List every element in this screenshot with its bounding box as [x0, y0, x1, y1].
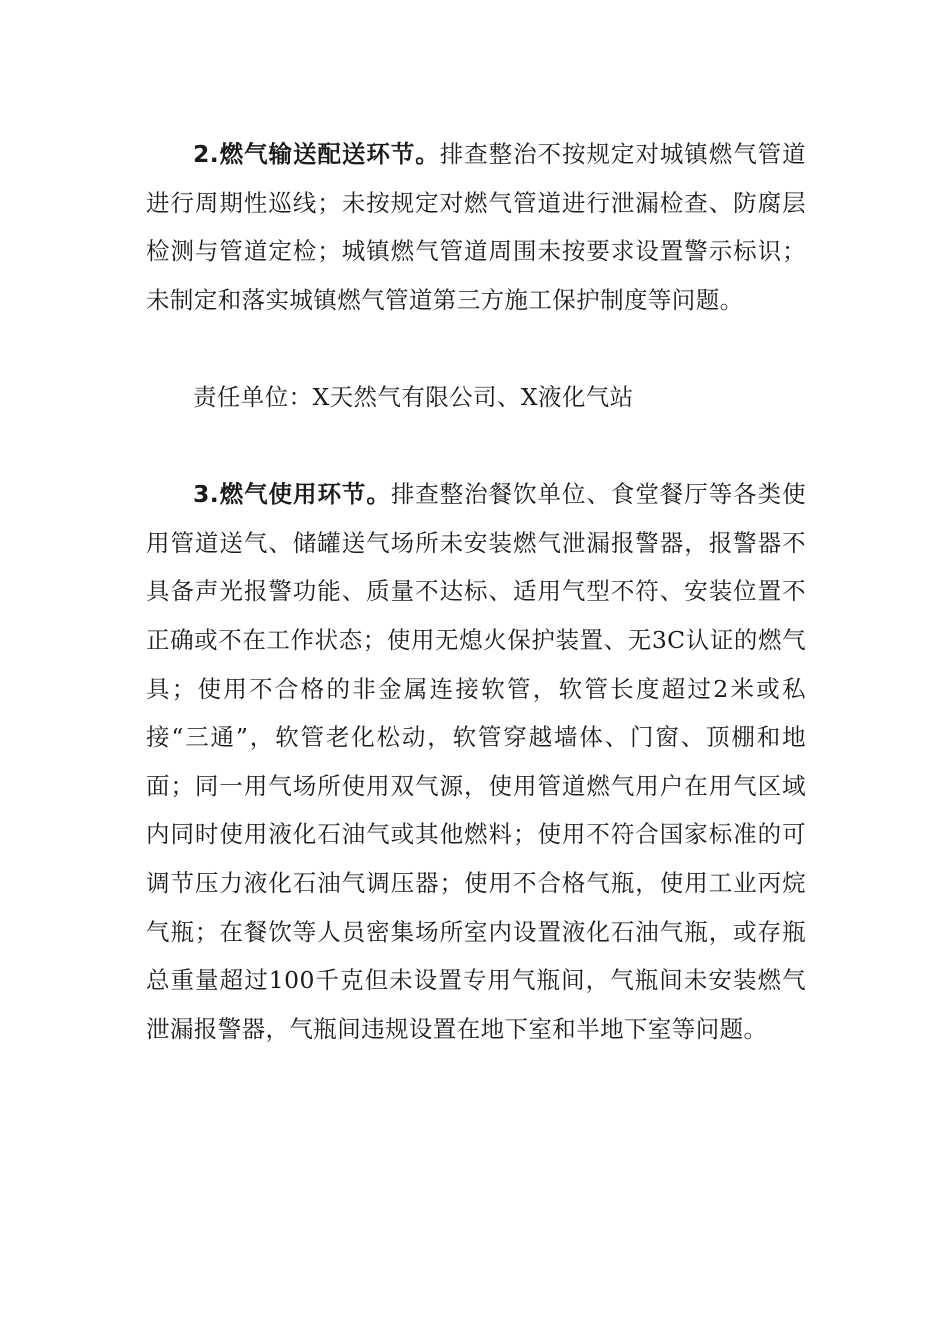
document-page: [146, 130, 806, 1053]
paragraph-gas-usage: [146, 470, 806, 1053]
paragraph-lead: 2.燃气输送配送环节。: [193, 140, 440, 168]
paragraph-responsible-unit: [146, 373, 806, 422]
paragraph-body: 责任单位：X天然气有限公司、X液化气站: [193, 382, 634, 411]
paragraph-body: 排查整治不按规定对城镇燃气管道进行周期性巡线；未按规定对燃气管道进行泄漏检查、防腐层检测与管道定检；城镇燃气管道周围未按要求设置警示标识；未制定和落实城镇燃气管道第三方施工保护制度等问题。: [146, 140, 806, 314]
paragraph-gas-transmission: [146, 130, 806, 324]
paragraph-body: 排查整治餐饮单位、食堂餐厅等各类使用管道送气、储罐送气场所未安装燃气泄漏报警器，报警器不具备声光报警功能、质量不达标、适用气型不符、安装位置不正确或不在工作状态；使用无熄火保护装置、无3C认证的燃气具；使用不合格的非金属连接软管，软管长度超过2米或私接“三通”，软管老化松动，软管穿越墙体、门窗、顶棚和地面；同一用气场所使用双气源，使用管道燃气用户在用气区域内同时使用液化石油气或其他燃料；使用不符合国家标准的可调节压力液化石油气调压器；使用不合格气瓶，使用工业丙烷气瓶；在餐饮等人员密集场所室内设置液化石油气瓶，或存瓶总重量超过100千克但未设置专用气瓶间，气瓶间未安装燃气泄漏报警器，气瓶间违规设置在地下室和半地下室等问题。: [146, 480, 806, 1043]
paragraph-lead: 3.燃气使用环节。: [193, 480, 391, 509]
